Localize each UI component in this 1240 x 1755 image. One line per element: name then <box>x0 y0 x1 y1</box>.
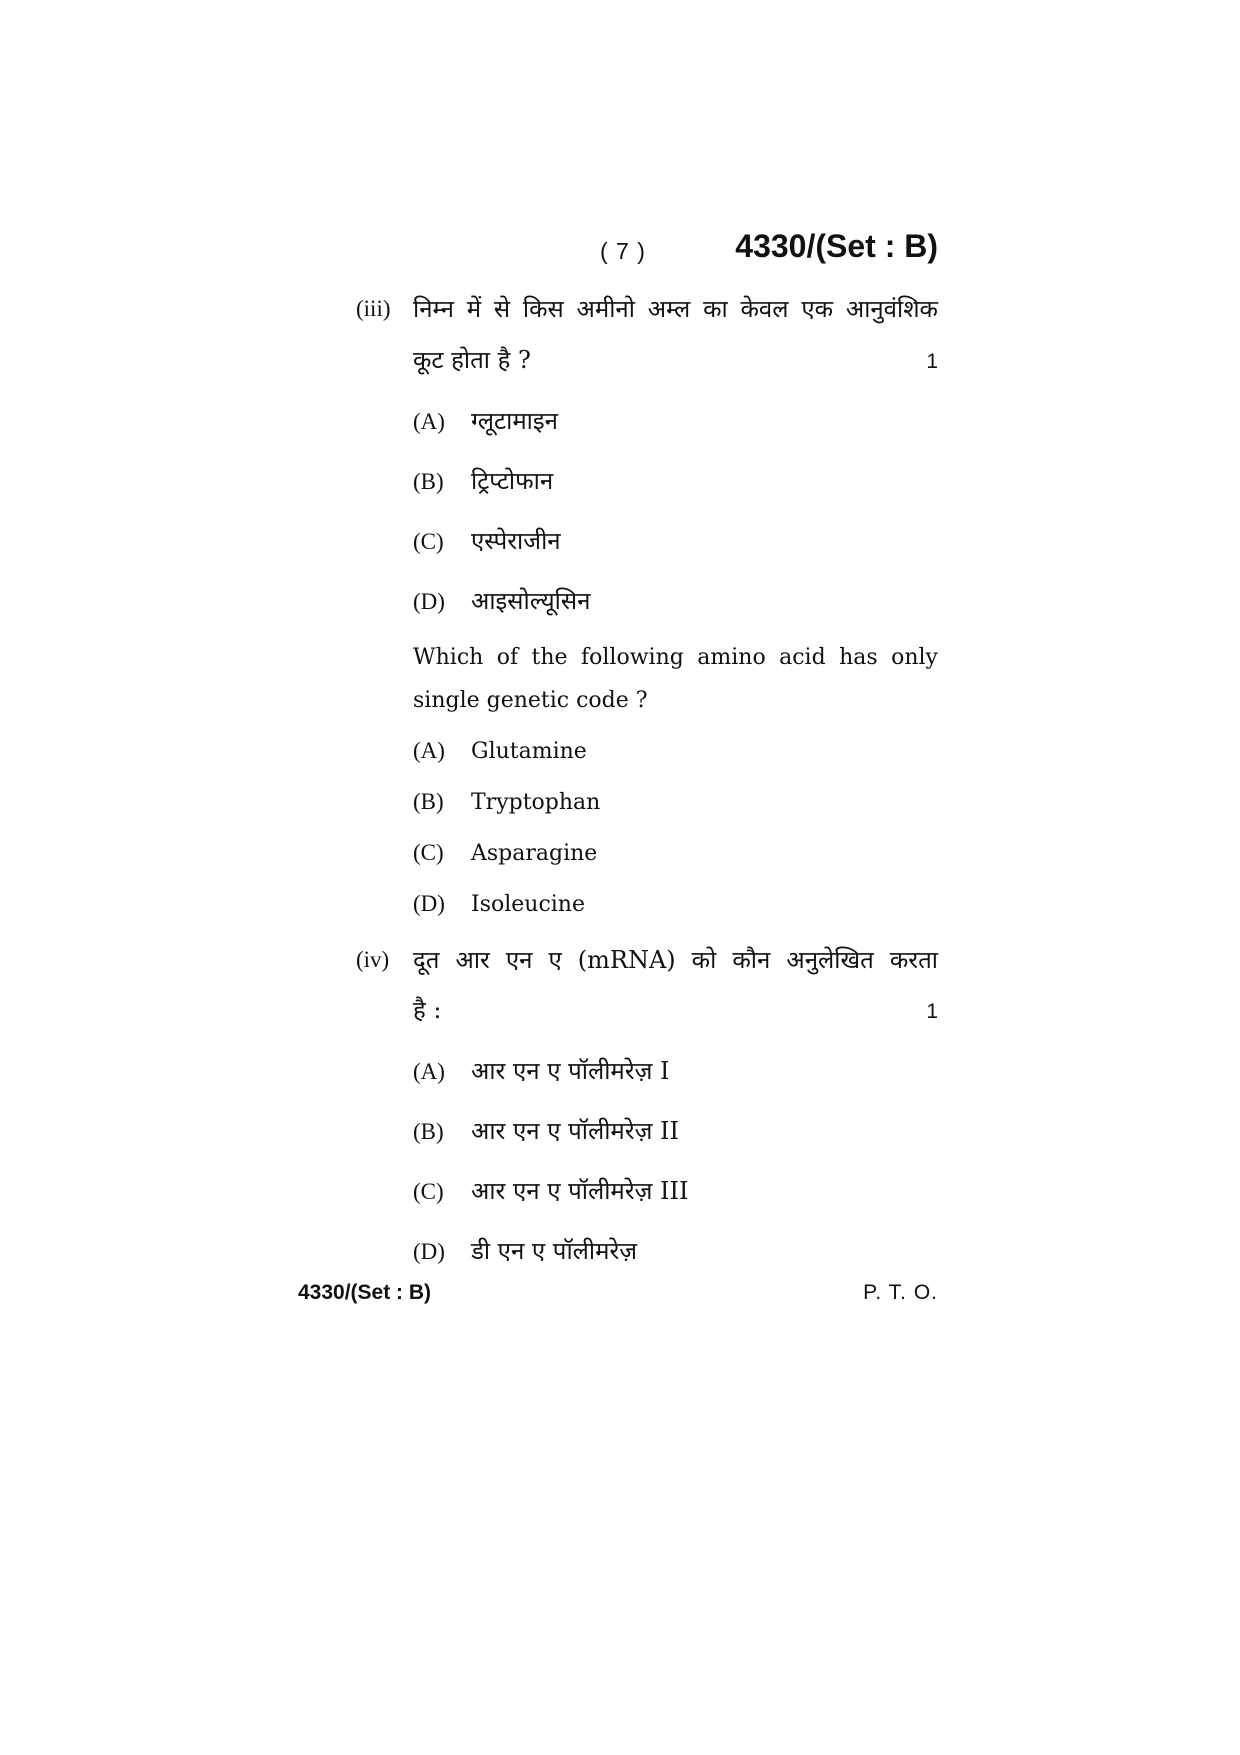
option-text: Asparagine <box>471 841 598 866</box>
question-iii-hindi-option-b <box>413 464 553 497</box>
option-text: ट्रिप्टोफान <box>471 467 554 495</box>
option-letter: (B) <box>413 789 444 814</box>
question-iii-english-option-d <box>413 891 585 917</box>
option-text: Isoleucine <box>471 892 585 917</box>
option-letter: (A) <box>413 1059 445 1084</box>
question-iv-hindi-line2: है : <box>413 996 442 1024</box>
question-iv-hindi-option-b <box>413 1114 679 1147</box>
question-iii-hindi-option-d <box>413 584 590 617</box>
question-iv-hindi-option-d <box>413 1234 637 1267</box>
option-text: Tryptophan <box>471 790 601 815</box>
option-letter: (A) <box>413 738 445 763</box>
question-iv-hindi-line1: दूत आर एन ए (mRNA) को कौन अनुलेखित करता <box>413 946 938 974</box>
question-iii-english-option-a <box>413 738 587 764</box>
question-iii-english-option-b <box>413 789 600 815</box>
question-iii-hindi-option-a <box>413 404 558 437</box>
question-number-iii: (iii) <box>356 296 391 321</box>
option-text: एस्पेराजीन <box>471 527 561 555</box>
option-letter: (C) <box>413 529 444 554</box>
option-letter: (D) <box>413 891 445 916</box>
question-iii-english-line2: single genetic code ? <box>413 688 648 713</box>
option-text: Glutamine <box>471 739 587 764</box>
option-letter: (D) <box>413 589 445 614</box>
question-iii-hindi-line2: कूट होता है ? <box>413 346 531 374</box>
option-text: आर एन ए पॉलीमरेज़ I <box>471 1057 670 1085</box>
paper-code-footer: 4330/(Set : B) <box>298 1281 432 1304</box>
question-iii-hindi-line1: निम्न में से किस अमीनो अम्ल का केवल एक आनुवंशिक <box>413 295 938 323</box>
paper-code-header: 4330/(Set : B) <box>735 228 938 264</box>
question-iii-marks: 1 <box>926 350 938 373</box>
option-text: डी एन ए पॉलीमरेज़ <box>471 1237 638 1265</box>
question-iv-marks: 1 <box>926 1000 938 1023</box>
option-text: आइसोल्यूसिन <box>471 587 591 615</box>
option-text: ग्लूटामाइन <box>471 407 558 435</box>
option-letter: (A) <box>413 409 445 434</box>
question-iv-hindi-option-a <box>413 1054 670 1087</box>
option-text: आर एन ए पॉलीमरेज़ II <box>471 1117 679 1145</box>
option-text: आर एन ए पॉलीमरेज़ III <box>471 1177 689 1205</box>
option-letter: (B) <box>413 469 444 494</box>
question-iv-hindi-option-c <box>413 1174 688 1207</box>
option-letter: (C) <box>413 840 444 865</box>
please-turn-over: P. T. O. <box>863 1281 938 1304</box>
option-letter: (C) <box>413 1179 444 1204</box>
question-iii-hindi-option-c <box>413 524 561 557</box>
question-iii-english-option-c <box>413 840 597 866</box>
option-letter: (B) <box>413 1119 444 1144</box>
question-iii-english-line1: Which of the following amino acid has only <box>413 645 938 670</box>
page-number: ( 7 ) <box>600 238 646 264</box>
option-letter: (D) <box>413 1239 445 1264</box>
question-number-iv: (iv) <box>356 947 390 972</box>
